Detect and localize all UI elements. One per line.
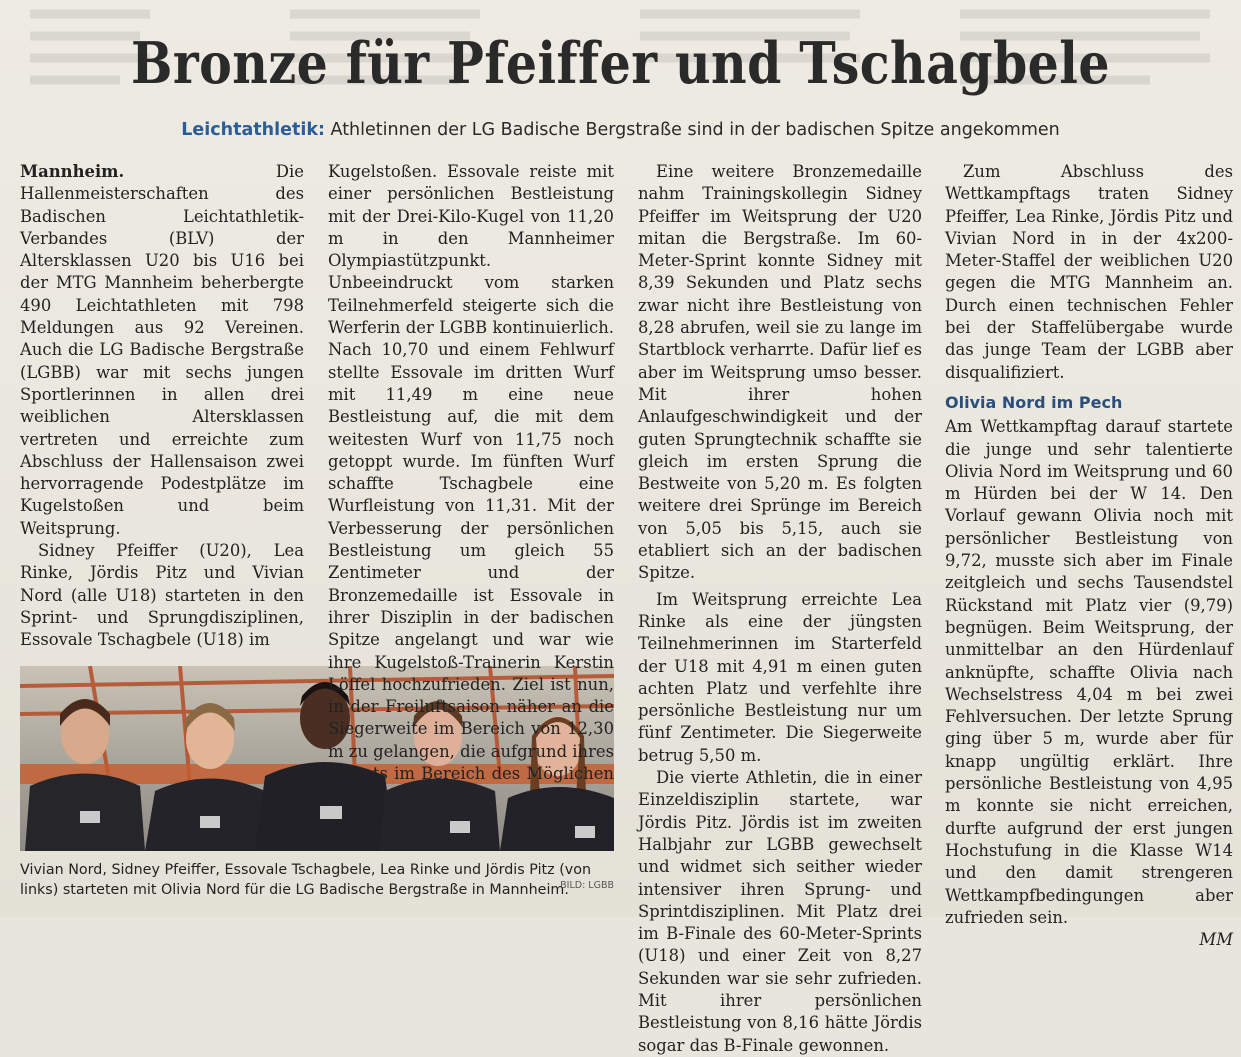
subheadline-text: Athletinnen der LG Badische Bergstraße sind in der badischen Spitze angekommen: [330, 120, 1060, 140]
article-paragraph: Die vierte Athletin, die in einer Einzeldisziplin startete, war Jördis Pitz. Jördis ist im zweiten Halbjahr zur LGBB gewechselt und widmet sich seither wieder intensiver ihren Sprung- und Sprintdisziplinen. Mit Platz drei im B-Finale des 60-Meter-Sprints (U18) und einer Zeit von 8,27 Sekunden war sie sehr zufrieden. Mit ihrer persönlichen Bestleistung von 8,16 hätte Jördis sogar das B-Finale gewonnen.: [638, 768, 922, 1055]
caption-text: Vivian Nord, Sidney Pfeiffer, Essovale Tschagbele, Lea Rinke und Jördis Pitz (von links) starteten mit Olivia Nord für die LG Badische Bergstraße in Mannheim.: [20, 862, 592, 898]
article-paragraph: Im Weitsprung erreichte Lea Rinke als eine der jüngsten Teilnehmerinnen im Starterfeld der U18 mit 4,91 m einen guten achten Platz und verfehlte ihre persönliche Bestleistung nur um fünf Zentimeter. Die Siegerweite betrug 5,50 m.: [638, 589, 922, 765]
headline: Bronze für Pfeiffer und Tschagbele: [131, 30, 1110, 97]
author-signature: MM: [1199, 930, 1233, 950]
section-subhead: Olivia Nord im Pech: [945, 392, 1123, 412]
article-paragraph: Zum Abschluss des Wettkampftags traten Sidney Pfeiffer, Lea Rinke, Jördis Pitz und Vivian Nord in in der 4x200-Meter-Staffel der weiblichen U20 gegen die MTG Mannheim an. Durch einen technischen Fehler bei der Staffelübergabe wurde das junge Team der LGBB aber disqualifiziert.: [945, 162, 1233, 382]
article-paragraph-continued: Kugelstoßen. Essovale reiste mit einer persönlichen Bestleistung mit der Drei-Kilo-Kugel von 11,20 m in den Mannheimer Olympiastützpunkt. Unbeeindruckt vom starken Teilnehmerfeld steigerte sich die Werferin der LGBB kontinuierlich. Nach 10,70 und einem Fehlwurf stellte Essovale im dritten Wurf mit 11,49 m eine neue Bestleistung auf, die mit dem weitesten Wurf von 11,75 noch getoppt wurde. Im fünften Wurf schaffte Tschagbele eine Wurfleistung von 11,31. Mit der Verbesserung der persönlichen Bestleistung um gleich 55 Zentimeter und der Bronzemedaille ist Essovale in ihrer Disziplin in der badischen Spitze angelangt und war wie ihre Kugelstoß-Trainerin Kerstin Löffel hochzufrieden. Ziel ist nun, in der Freiluftsaison näher an die Siegerweite im Bereich von 12,30 m zu gelangen, die aufgrund ihres Talents im Bereich des Möglichen ist.: [328, 162, 615, 806]
subheadline: [0, 120, 1241, 140]
article-column-4: [945, 161, 1233, 951]
dateline: Mannheim.: [20, 162, 125, 181]
article-paragraph: Am Wettkampftag darauf startete die junge und sehr talentierte Olivia Nord im Weitsprung und 60 m Hürden bei der W 14. Den Vorlauf gewann Olivia noch mit persönlicher Bestleistung von 9,72, musste sich aber im Finale zeitgleich und sechs Tausendstel Rückstand mit Platz vier (9,79) begnügen. Beim Weitsprung, der unmittelbar an den Hürdenlauf anknüpfte, schaffte Olivia nach Wechselstress 4,04 m bei zwei Fehlversuchen. Der letzte Sprung ging über 5 m, wurde aber für knapp ungültig erklärt. Ihre persönliche Bestleistung von 4,95 m konnte sie nicht erreichen, durfte aufgrund der erst jungen Hochstufung in die Klasse W14 und den damit strengeren Wettkampfbedingungen aber zufrieden sein.: [945, 417, 1233, 927]
article-column-2: [328, 161, 614, 808]
article-column-1: [20, 161, 304, 652]
photo-credit: BILD: LGBB: [560, 880, 614, 891]
section-kicker: Leichtathletik:: [181, 120, 325, 140]
photo-caption: [20, 860, 614, 900]
article-paragraph-continued: [20, 540, 304, 651]
article-paragraph: Sidney Pfeiffer (U20), Lea Rinke, Jördis Pitz und Vivian Nord (alle U18) starteten in den Sprint- und Sprungdisziplinen, Essovale Tschagbele (U18) im: [20, 541, 304, 650]
article-paragraph: Eine weitere Bronzemedaille nahm Trainingskollegin Sidney Pfeiffer im Weitsprung der U20 mitan die Bergstraße. Im 60-Meter-Sprint konnte Sidney mit 8,39 Sekunden und Platz sechs zwar nicht ihre Bestleistung von 8,28 abrufen, weil sie zu lange im Startblock verharrte. Dafür lief es aber im Weitsprung umso besser. Mit ihrer hohen Anlaufgeschwindigkeit und der guten Sprungtechnik schaffte sie gleich im ersten Sprung die Bestweite von 5,20 m. Es folgten weitere drei Sprünge im Bereich von 5,05 bis 5,15, auch sie etabliert sich an der badischen Spitze.: [638, 162, 922, 583]
article-paragraph: Die Hallenmeisterschaften des Badischen Leichtathletik-Verbandes (BLV) der Altersklassen U20 bis U16 bei der MTG Mannheim beherbergte 490 Leichtathleten mit 798 Meldungen aus 92 Vereinen. Auch die LG Badische Bergstraße (LGBB) war mit sechs jungen Sportlerinnen in allen drei weiblichen Altersklassen vertreten und erreichte zum Abschluss der Hallensaison zwei hervorragende Podestplätze im Kugelstoßen und beim Weitsprung.: [20, 162, 304, 538]
article-column-3: [638, 161, 922, 1057]
